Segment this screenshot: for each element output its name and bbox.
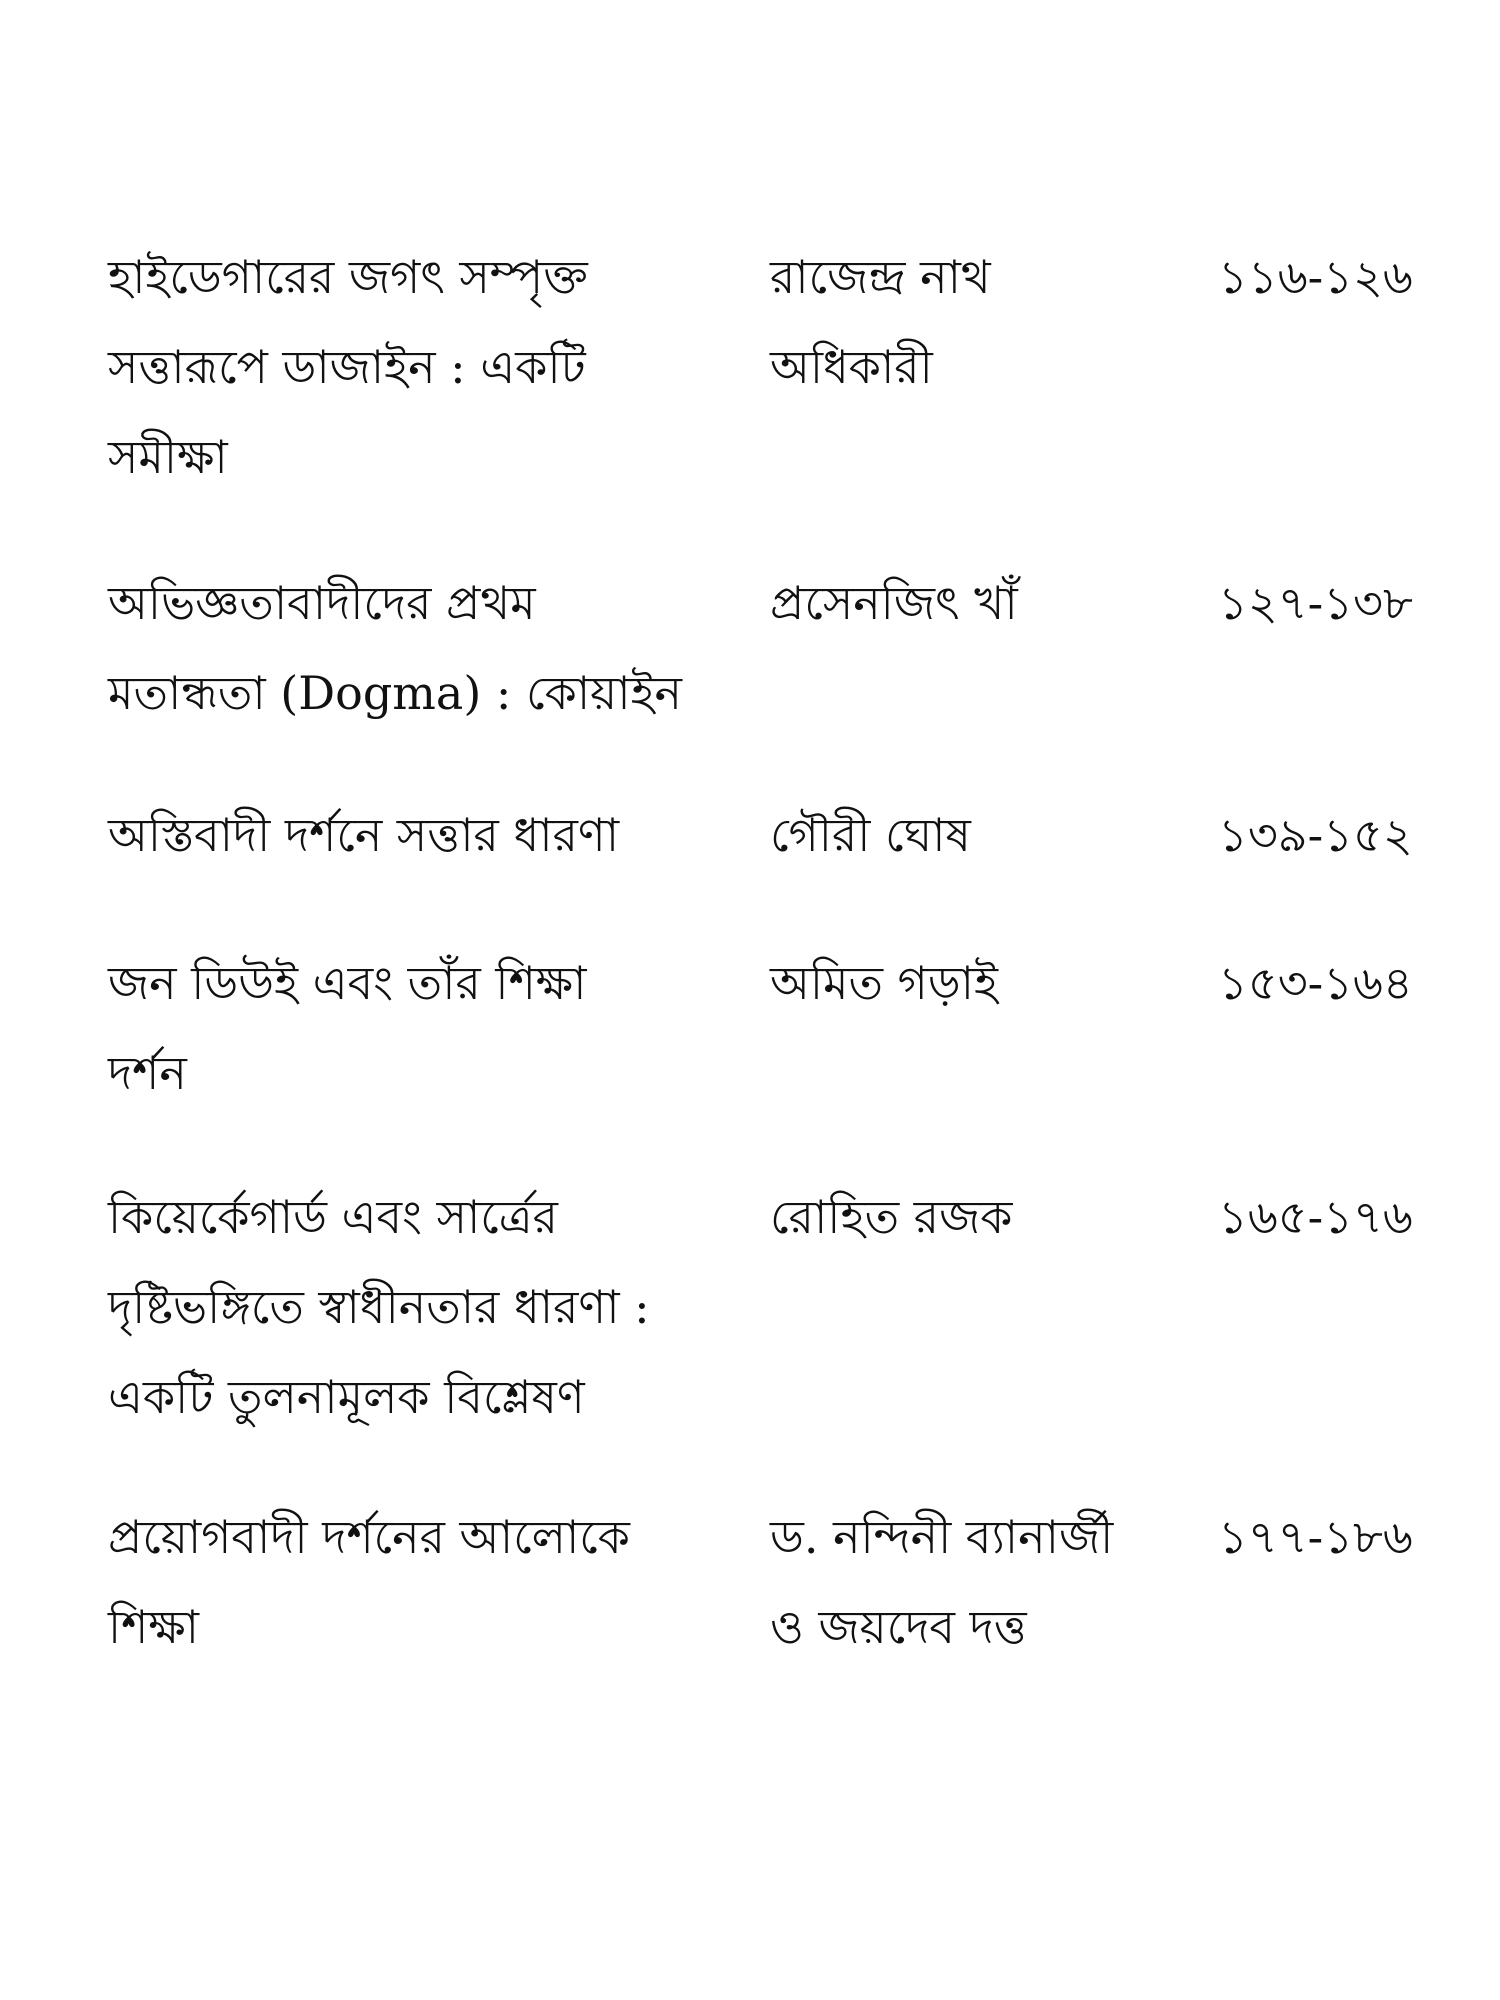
entry-title-line: সমীক্ষা bbox=[108, 430, 228, 484]
entry-author-line: অধিকারী bbox=[770, 340, 933, 394]
entry-title bbox=[108, 1172, 748, 1442]
entry-author bbox=[770, 1492, 1190, 1672]
entry-title-line: একটি তুলনামূলক বিশ্লেষণ bbox=[108, 1370, 585, 1424]
entry-author-line: রাজেন্দ্র নাথ bbox=[770, 250, 991, 304]
entry-title-line: মতান্ধতা (Dogma) : কোয়াইন bbox=[108, 666, 683, 720]
entry-author bbox=[770, 1172, 1190, 1262]
entry-pages: ১৬৫-১৭৬ bbox=[1218, 1190, 1413, 1244]
entry-author-line: গৌরী ঘোষ bbox=[770, 808, 971, 862]
entry-pages: ১৩৯-১৫২ bbox=[1218, 808, 1413, 862]
entry-title-line: দর্শন bbox=[108, 1046, 187, 1100]
entry-title-line: সত্তারূপে ডাজাইন : একটি bbox=[108, 340, 586, 394]
entry-pages: ১১৬-১২৬ bbox=[1218, 250, 1413, 304]
entry-author-line: প্রসেনজিৎ খাঁ bbox=[770, 576, 1018, 630]
entry-pages: ১২৭-১৩৮ bbox=[1218, 576, 1413, 630]
entry-title-line: অস্তিবাদী দর্শনে সত্তার ধারণা bbox=[108, 808, 620, 862]
entry-author-line: ও জয়দেব দত্ত bbox=[770, 1600, 1027, 1654]
entry-title bbox=[108, 558, 748, 738]
entry-author-line: রোহিত রজক bbox=[770, 1190, 1013, 1244]
entry-title-line: দৃষ্টিভঙ্গিতে স্বাধীনতার ধারণা : bbox=[108, 1280, 650, 1334]
entry-title bbox=[108, 1492, 748, 1672]
entry-author bbox=[770, 938, 1190, 1028]
entry-title bbox=[108, 790, 748, 880]
entry-title-line: কিয়ের্কেগার্ড এবং সার্ত্রের bbox=[108, 1190, 558, 1244]
entry-title bbox=[108, 232, 748, 502]
entry-author-line: ড. নন্দিনী ব্যানার্জী bbox=[770, 1510, 1114, 1564]
entry-title-line: শিক্ষা bbox=[108, 1600, 199, 1654]
entry-title-line: জন ডিউই এবং তাঁর শিক্ষা bbox=[108, 956, 587, 1010]
entry-title-line: প্রয়োগবাদী দর্শনের আলোকে bbox=[108, 1510, 630, 1564]
entry-author bbox=[770, 790, 1190, 880]
entry-pages: ১৫৩-১৬৪ bbox=[1218, 956, 1413, 1010]
entry-pages: ১৭৭-১৮৬ bbox=[1218, 1510, 1413, 1564]
entry-author bbox=[770, 558, 1190, 648]
entry-title bbox=[108, 938, 748, 1118]
entry-title-line: অভিজ্ঞতাবাদীদের প্রথম bbox=[108, 576, 536, 630]
entry-title-line: হাইডেগারের জগৎ সম্পৃক্ত bbox=[108, 250, 588, 304]
entry-author bbox=[770, 232, 1190, 412]
entry-author-line: অমিত গড়াই bbox=[770, 956, 998, 1010]
